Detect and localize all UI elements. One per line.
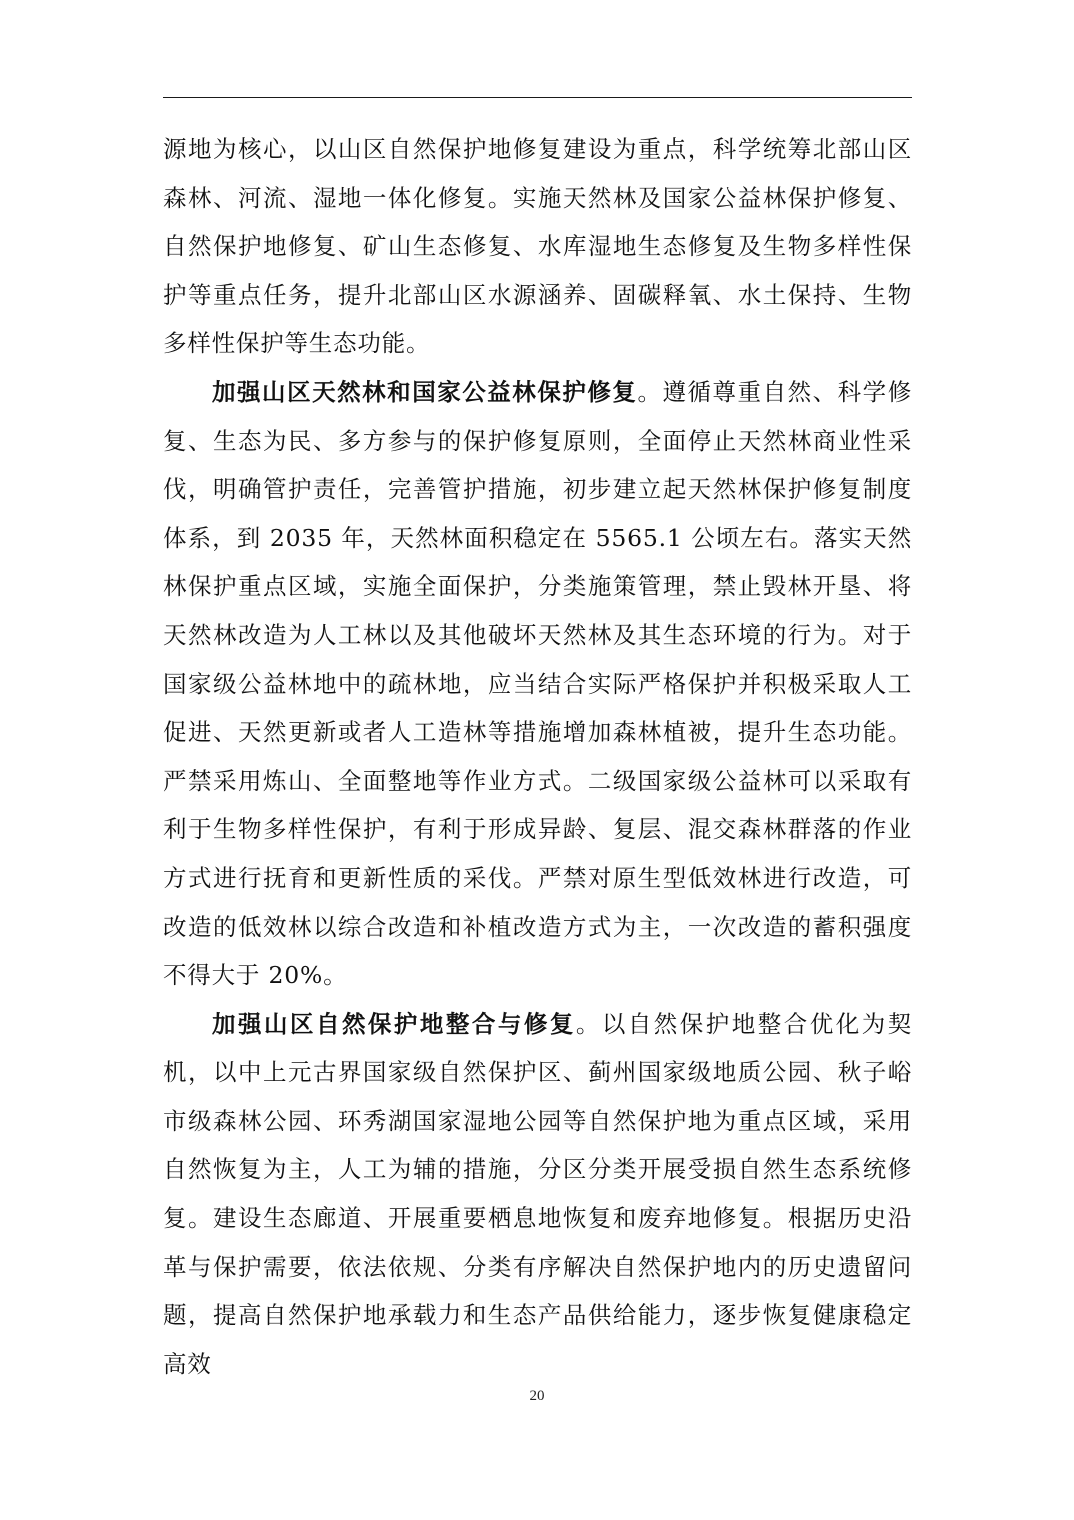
body-text: [163, 125, 912, 1388]
paragraph-continuation: [163, 125, 912, 368]
paragraph-protected-areas: [163, 1000, 912, 1389]
page-number: 20: [529, 1388, 545, 1404]
paragraph-text: 。以自然保护地整合优化为契机，以中上元古界国家级自然保护区、蓟州国家级地质公园、秋子峪市级森林公园、环秀湖国家湿地公园等自然保护地为重点区域，采用自然恢复为主，人工为辅的措施，分区分类开展受损自然生态系统修复。建设生态廊道、开展重要栖息地恢复和废弃地修复。根据历史沿革与保护需要，依法依规、分类有序解决自然保护地内的历史遗留问题，提高自然保护地承载力和生态产品供给能力，逐步恢复健康稳定高效: [163, 1009, 913, 1378]
paragraph-text: 。遵循尊重自然、科学修复、生态为民、多方参与的保护修复原则，全面停止天然林商业性采伐，明确管护责任，完善管护措施，初步建立起天然林保护修复制度体系，到 2035 年，天然林面积稳定在 5565.1 公顷左右。落实天然林保护重点区域，实施全面保护，分类施策管理，禁止毁林开垦、将天然林改造为人工林以及其他破坏天然林及其生态环境的行为。对于国家级公益林地中的疏林地，应当结合实际严格保护并积极采取人工促进、天然更新或者人工造林等措施增加森林植被，提升生态功能。严禁采用炼山、全面整地等作业方式。二级国家级公益林可以采取有利于生物多样性保护，有利于形成异龄、复层、混交森林群落的作业方式进行抚育和更新性质的采伐。严禁对原生型低效林进行改造，可改造的低效林以综合改造和补植改造方式为主，一次改造的蓄积强度不得大于 20%。: [163, 377, 912, 990]
paragraph-heading: 加强山区自然保护地整合与修复: [212, 1009, 576, 1038]
paragraph-natural-forest: [163, 368, 912, 1000]
paragraph-text: 源地为核心，以山区自然保护地修复建设为重点，科学统筹北部山区森林、河流、湿地一体化修复。实施天然林及国家公益林保护修复、自然保护地修复、矿山生态修复、水库湿地生态修复及生物多样性保护等重点任务，提升北部山区水源涵养、固碳释氧、水土保持、生物多样性保护等生态功能。: [163, 135, 912, 358]
header-rule: [163, 97, 912, 98]
paragraph-heading: 加强山区天然林和国家公益林保护修复: [212, 377, 638, 406]
